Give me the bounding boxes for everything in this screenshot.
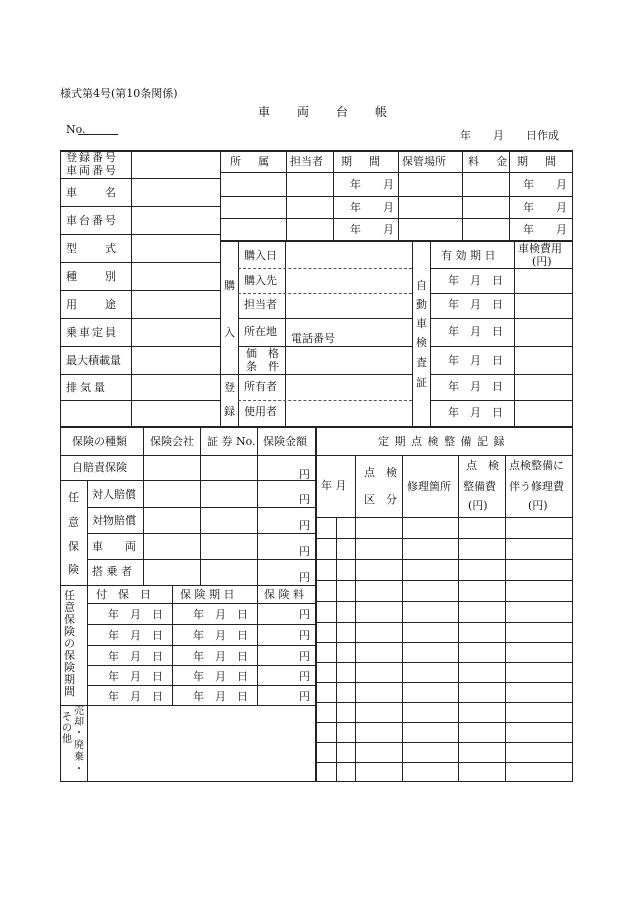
label-vehicle-number: 車両番号 bbox=[66, 164, 118, 177]
optional-insurance-char: 保 bbox=[68, 540, 79, 553]
other-char: そ bbox=[62, 712, 72, 723]
premium-yen: 円 bbox=[299, 650, 310, 663]
premium-yen: 円 bbox=[299, 690, 310, 703]
inspection-date: 年 月 日 bbox=[448, 325, 503, 338]
amount-yen: 円 bbox=[299, 493, 310, 506]
inspection-section-char: 査 bbox=[416, 356, 427, 369]
inspection-section-char: 検 bbox=[416, 336, 427, 349]
inspection-section-char: 証 bbox=[416, 376, 427, 389]
maintenance-row-line bbox=[315, 722, 573, 723]
amount-yen: 円 bbox=[299, 519, 310, 532]
period-start-date: 年 月 日 bbox=[108, 690, 163, 703]
label-type: 種 別 bbox=[66, 270, 118, 283]
register-section-char: 登 bbox=[224, 381, 235, 394]
label-vehicle-damage: 車 両 bbox=[92, 540, 136, 553]
amount-yen: 円 bbox=[299, 545, 310, 558]
maintenance-row-line bbox=[315, 601, 573, 602]
maintenance-row-line bbox=[315, 682, 573, 683]
period-char: の bbox=[64, 637, 75, 650]
header-repair-cost: 点検整備に bbox=[509, 459, 564, 472]
label-purchase-date: 購入日 bbox=[244, 249, 277, 262]
period-char: 間 bbox=[64, 685, 75, 698]
purchase-section-char: 購 bbox=[224, 279, 235, 292]
header-policy-number: 証 券 No. bbox=[207, 435, 256, 448]
label-model: 型 式 bbox=[66, 242, 118, 255]
label-passenger: 搭 乗 者 bbox=[92, 565, 132, 578]
other-char: 棄 bbox=[74, 752, 84, 763]
optional-insurance-char: 意 bbox=[68, 516, 79, 529]
period-char: 保 bbox=[64, 613, 75, 626]
inspection-date: 年 月 日 bbox=[448, 298, 503, 311]
amount-yen: 円 bbox=[299, 468, 310, 481]
premium-yen: 円 bbox=[299, 670, 310, 683]
header-inspection-cost: 車検費用 bbox=[518, 242, 562, 255]
label-price: 価 格 bbox=[246, 347, 279, 360]
period-char: 険 bbox=[64, 661, 75, 674]
document-title: 車 両 台 帳 bbox=[258, 105, 389, 119]
label-property-liability: 対物賠償 bbox=[92, 514, 136, 527]
label-capacity: 乗車定員 bbox=[66, 326, 118, 339]
inspection-section-char: 車 bbox=[416, 317, 427, 330]
other-char: ・ bbox=[74, 764, 84, 775]
inspection-date: 年 月 日 bbox=[448, 380, 503, 393]
optional-insurance-char: 任 bbox=[68, 491, 79, 504]
maintenance-row-line bbox=[315, 662, 573, 663]
header-inspection-cost-unit: (円) bbox=[532, 255, 552, 268]
header-insurance-company: 保険会社 bbox=[150, 435, 194, 448]
header-insurance-type: 保険の種類 bbox=[72, 435, 127, 448]
header-period: 期 間 bbox=[341, 155, 383, 168]
phone-label: 電話番号 bbox=[291, 332, 335, 345]
storage-year-month: 年 月 bbox=[350, 178, 394, 191]
label-chassis-number: 車台番号 bbox=[66, 214, 118, 227]
label-registration-number: 登録番号 bbox=[66, 151, 118, 164]
storage-year-month: 年 月 bbox=[523, 178, 567, 191]
maintenance-row-line bbox=[315, 559, 573, 560]
period-char: 険 bbox=[64, 625, 75, 638]
period-start-date: 年 月 日 bbox=[108, 608, 163, 621]
header-maintenance-cost: 整備費 bbox=[463, 480, 496, 493]
label-vehicle-name: 車 名 bbox=[66, 186, 118, 199]
premium-yen: 円 bbox=[299, 629, 310, 642]
amount-yen: 円 bbox=[299, 571, 310, 584]
header-year-month: 年 月 bbox=[321, 479, 347, 492]
maintenance-title: 定 期 点 検 整 備 記 録 bbox=[378, 435, 506, 448]
record-number-label: No. bbox=[66, 123, 86, 136]
header-repair-location: 修理箇所 bbox=[407, 480, 451, 493]
label-usage: 用 途 bbox=[66, 298, 118, 311]
label-displacement: 排気量 bbox=[66, 381, 108, 394]
period-expiry-date: 年 月 日 bbox=[193, 690, 248, 703]
label-user: 使用者 bbox=[244, 405, 277, 418]
storage-year-month: 年 月 bbox=[350, 201, 394, 214]
purchase-section-char: 入 bbox=[224, 326, 235, 339]
period-start-date: 年 月 日 bbox=[108, 670, 163, 683]
maintenance-row-line bbox=[315, 517, 573, 518]
optional-insurance-char: 険 bbox=[68, 563, 79, 576]
inspection-section-char: 動 bbox=[416, 298, 427, 311]
header-inspection-type: 区 分 bbox=[364, 493, 397, 506]
register-section-char: 録 bbox=[224, 405, 235, 418]
header-insurance-expiry: 保 険 期 日 bbox=[180, 588, 235, 601]
maintenance-row-line bbox=[315, 642, 573, 643]
other-char: 廃 bbox=[74, 740, 84, 751]
label-conditions: 条 件 bbox=[246, 360, 279, 373]
period-char: 意 bbox=[64, 601, 75, 614]
storage-year-month: 年 月 bbox=[523, 223, 567, 236]
created-date: 年 月 日作成 bbox=[460, 129, 559, 142]
maintenance-row-line bbox=[315, 742, 573, 743]
header-validity-date: 有 効 期 日 bbox=[441, 249, 496, 262]
header-period-2: 期 間 bbox=[517, 155, 559, 168]
maintenance-row-line bbox=[315, 702, 573, 703]
period-expiry-date: 年 月 日 bbox=[193, 670, 248, 683]
period-char: 保 bbox=[64, 649, 75, 662]
other-char: ・ bbox=[74, 728, 84, 739]
header-storage-place: 保管場所 bbox=[402, 155, 446, 168]
inspection-date: 年 月 日 bbox=[448, 354, 503, 367]
inspection-date: 年 月 日 bbox=[448, 406, 503, 419]
other-char: の bbox=[62, 723, 72, 734]
storage-year-month: 年 月 bbox=[523, 201, 567, 214]
header-affiliation: 所 属 bbox=[230, 155, 272, 168]
storage-year-month: 年 月 bbox=[350, 223, 394, 236]
inspection-date: 年 月 日 bbox=[448, 274, 503, 287]
premium-yen: 円 bbox=[299, 608, 310, 621]
period-expiry-date: 年 月 日 bbox=[193, 629, 248, 642]
period-expiry-date: 年 月 日 bbox=[193, 608, 248, 621]
header-repair-cost: 伴う修理費 bbox=[509, 480, 564, 493]
header-maintenance-cost: (円) bbox=[468, 499, 488, 512]
period-char: 期 bbox=[64, 673, 75, 686]
label-owner: 所有者 bbox=[244, 380, 277, 393]
label-compulsory-insurance: 自賠責保険 bbox=[72, 461, 127, 474]
header-insured-date: 付 保 日 bbox=[96, 588, 151, 601]
header-maintenance-cost: 点 検 bbox=[466, 459, 499, 472]
maintenance-row-line bbox=[315, 538, 573, 539]
period-start-date: 年 月 日 bbox=[108, 629, 163, 642]
record-number-line bbox=[78, 134, 118, 135]
label-max-load: 最大積載量 bbox=[66, 354, 121, 367]
header-fee: 料 金 bbox=[468, 155, 510, 168]
other-char: 他 bbox=[62, 734, 72, 745]
inspection-section-char: 自 bbox=[416, 279, 427, 292]
label-purchase-from: 購入先 bbox=[244, 274, 277, 287]
form-number: 様式第4号(第10条関係) bbox=[60, 87, 178, 100]
other-char: 売 bbox=[74, 706, 84, 717]
maintenance-row-line bbox=[315, 762, 573, 763]
header-person-in-charge: 担当者 bbox=[290, 155, 323, 168]
period-char: 任 bbox=[64, 589, 75, 602]
period-expiry-date: 年 月 日 bbox=[193, 650, 248, 663]
maintenance-row-line bbox=[315, 622, 573, 623]
label-address: 所在地 bbox=[244, 325, 277, 338]
maintenance-row-line bbox=[315, 580, 573, 581]
label-bodily-liability: 対人賠償 bbox=[92, 488, 136, 501]
header-inspection-type: 点 検 bbox=[364, 466, 397, 479]
other-char: 却 bbox=[74, 717, 84, 728]
header-repair-cost: (円) bbox=[528, 499, 548, 512]
header-premium: 保 険 料 bbox=[264, 588, 304, 601]
label-purchase-contact: 担当者 bbox=[244, 298, 277, 311]
header-insured-amount: 保険金額 bbox=[263, 435, 307, 448]
period-start-date: 年 月 日 bbox=[108, 650, 163, 663]
